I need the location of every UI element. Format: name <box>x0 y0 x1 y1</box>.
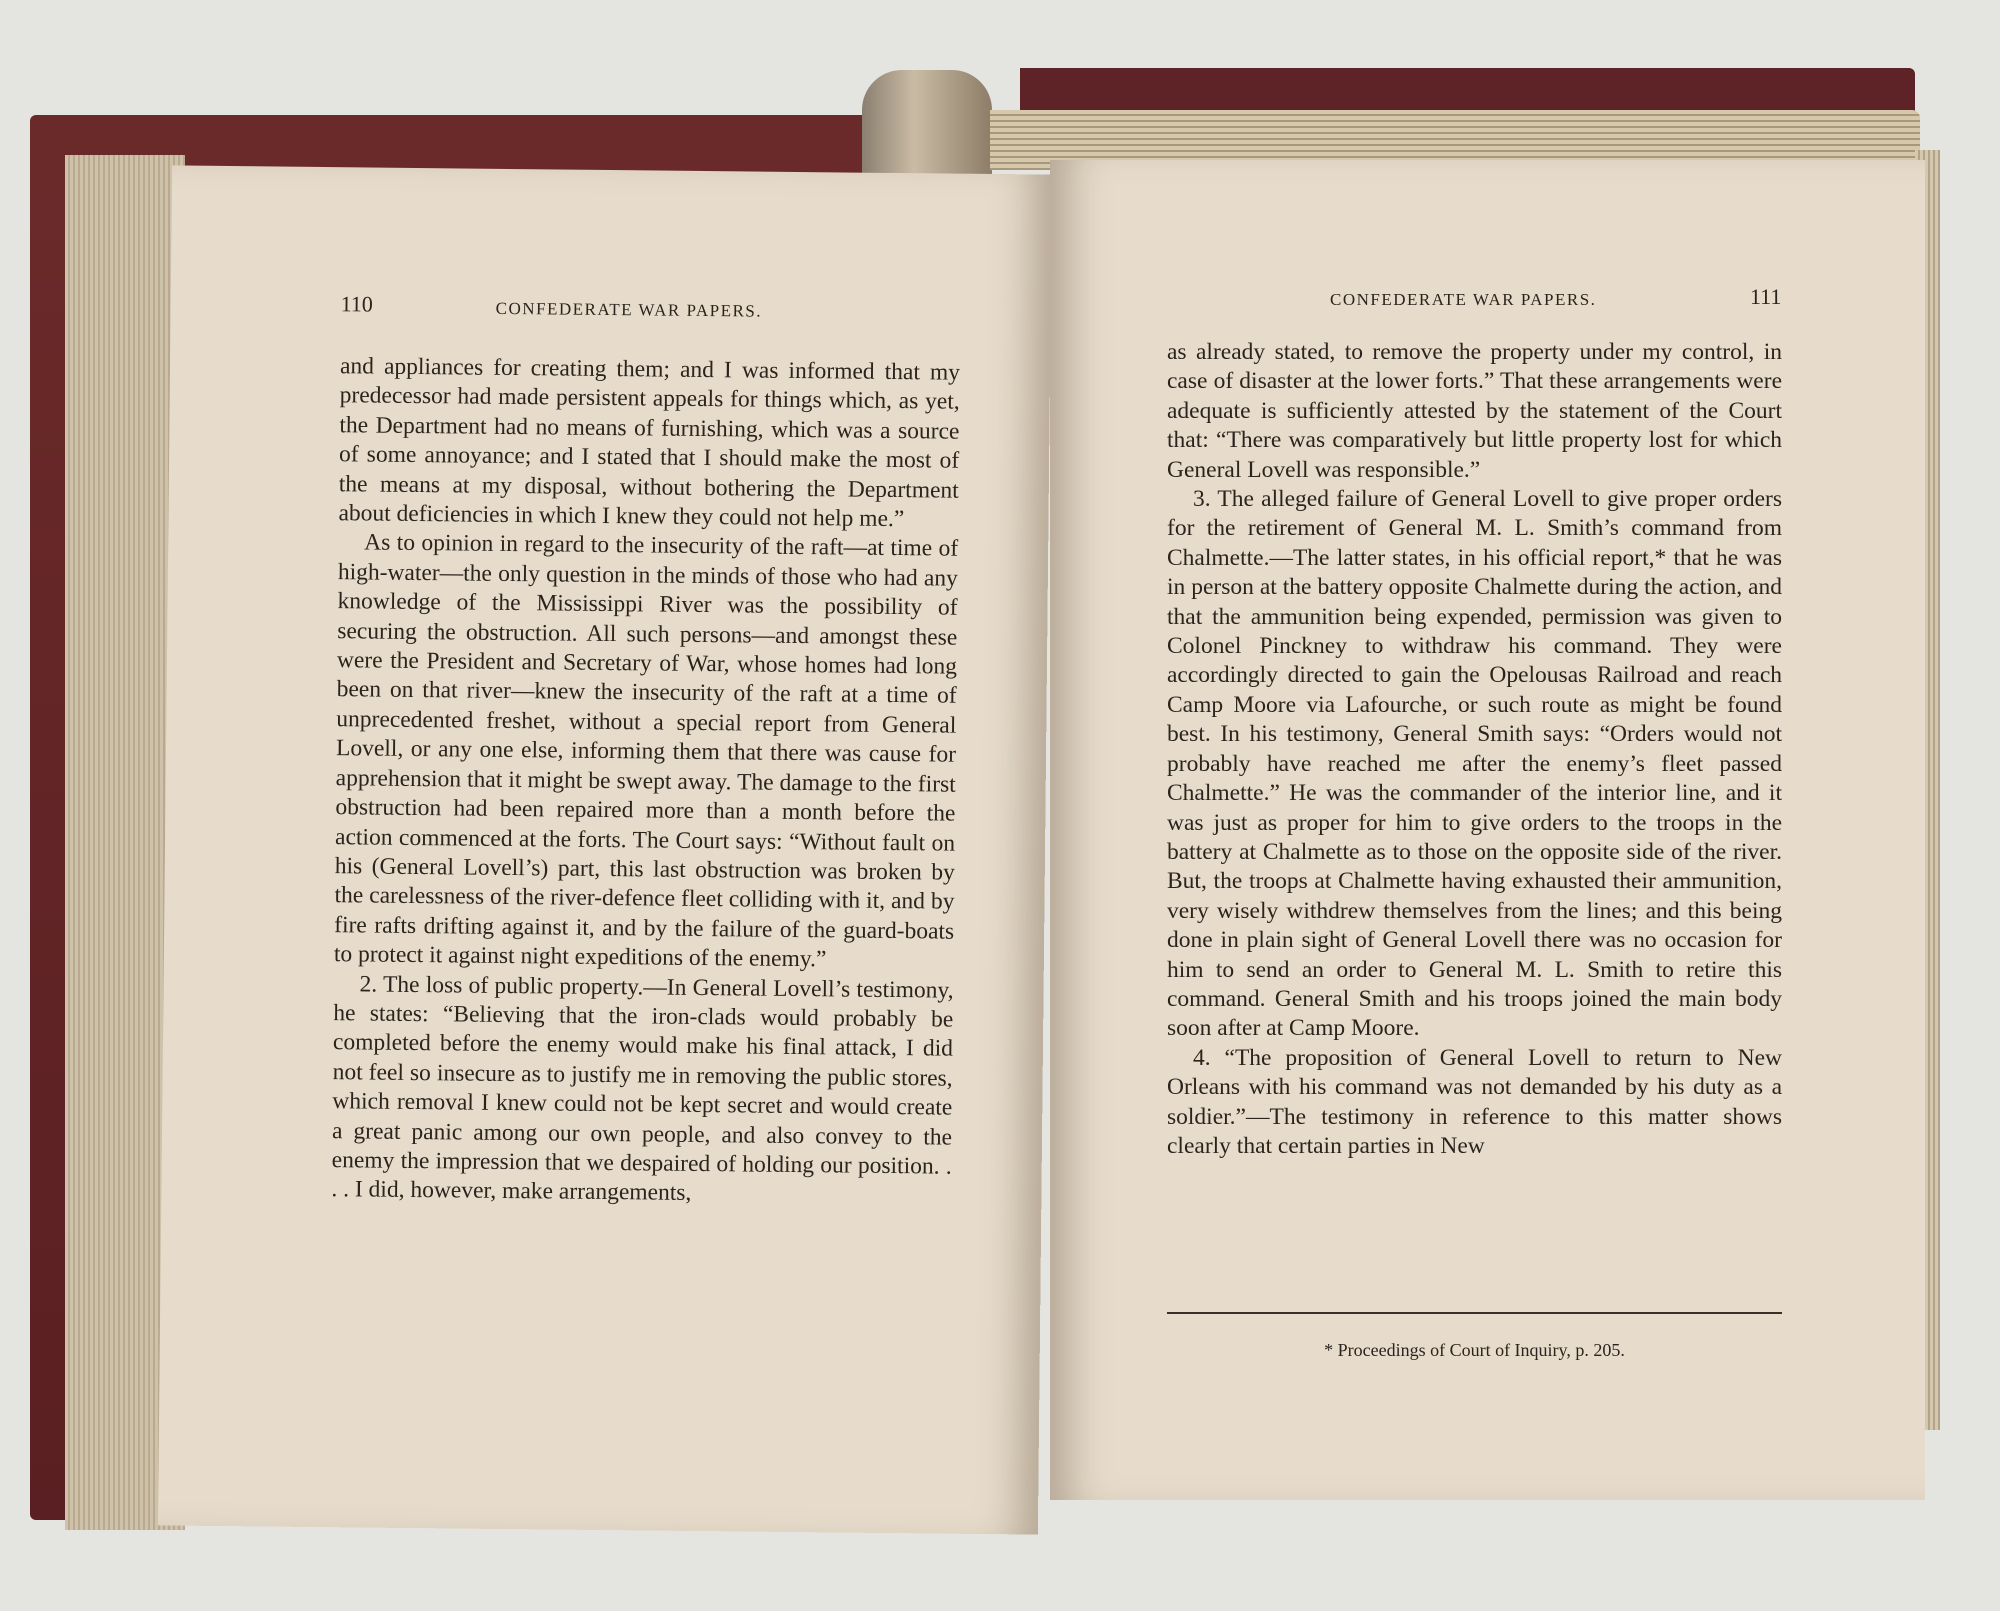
page-number: 110 <box>340 291 374 317</box>
paragraph: and appliances for creating them; and I was informed that my predecessor had made persistent appeals for things which, as yet, the Department had no means of furnishing, which was a source of some annoyance; and I stated that I should make the most of the means at my disposal, without bothering the Department about deficiencies in which I knew they could not help me.” <box>338 353 961 533</box>
right-page <box>1050 160 1925 1500</box>
paragraph: As to opinion in regard to the insecurity of the raft—at time of high-water—the only question in the minds of those who had any knowledge of the Mississippi River was the possibility of securing the obstruction. All such persons—and amongst these were the President and Secretary of War, whose homes had long been on that river—knew the insecurity of the raft at a time of unprecedented freshet, without a special report from General Lovell, or any one else, informing them that there was cause for apprehension that it might be swept away. The damage to the first obstruction had been repaired more than a month before the action commenced at the forts. The Court says: “Without fault on his (General Lovell’s) part, this last obstruction was broken by the carelessness of the river-defence fleet colliding with it, and by fire rafts drifting against it, and by the failure of the guard-boats to protect it against night expeditions of the enemy.” <box>333 529 959 973</box>
footnote: * Proceedings of Court of Inquiry, p. 205. <box>1324 1340 1625 1360</box>
paragraph: as already stated, to remove the property under my control, in case of disaster at the lower forts.” That these arrangements were adequate is sufficiently attested by the statement of the Court that: “There was comparatively but little property lost for which General Lovell was responsible.” <box>1167 339 1782 483</box>
running-head: CONFEDERATE WAR PAPERS. <box>495 298 763 321</box>
body-text <box>1167 338 1782 1161</box>
body-text <box>331 352 960 1211</box>
footnote-rule <box>1167 1312 1782 1314</box>
left-page <box>158 165 1052 1534</box>
paragraph: 2. The loss of public property.—In General Lovell’s testimony, he states: “Believing that the iron-clads would probably be completed before the enemy would make his final attack, I did not feel so insecure as to justify me in removing the public stores, which removal I knew could not be kept secret and would create a great panic among our own people, and also convey to the enemy the impression that we despaired of holding our position. . . . I did, however, make arrangements, <box>331 970 954 1207</box>
running-head: CONFEDERATE WAR PAPERS. <box>1330 290 1597 309</box>
page-number: 111 <box>1750 284 1782 309</box>
paragraph: 3. The alleged failure of General Lovell to give proper orders for the retirement of General M. L. Smith’s command from Chalmette.—The latter states, in his official report,* that he was in person at the battery opposite Chalmette during the action, and that the ammunition being expended, permission was given to Colonel Pinckney to withdraw his command. They were accordingly directed to gain the Opelousas Railroad and reach Camp Moore via Lafourche, or such route as might be found best. In his testimony, General Smith says: “Orders would not probably have reached me after the enemy’s fleet passed Chalmette.” He was the commander of the interior line, and it was just as proper for him to give orders to the troops in the battery at Chalmette as to those on the opposite side of the river. But, the troops at Chalmette having exhausted their ammunition, very wisely withdrew themselves from the lines; and this being done in plain sight of General Lovell there was no occasion for him to send an order to General M. L. Smith to retire this command. General Smith and his troops joined the main body soon after at Camp Moore. <box>1167 486 1782 1042</box>
paragraph: 4. “The proposition of General Lovell to return to New Orleans with his command was not demanded by his duty as a soldier.”—The testimony in reference to this matter shows clearly that certain parties in New <box>1167 1044 1782 1159</box>
